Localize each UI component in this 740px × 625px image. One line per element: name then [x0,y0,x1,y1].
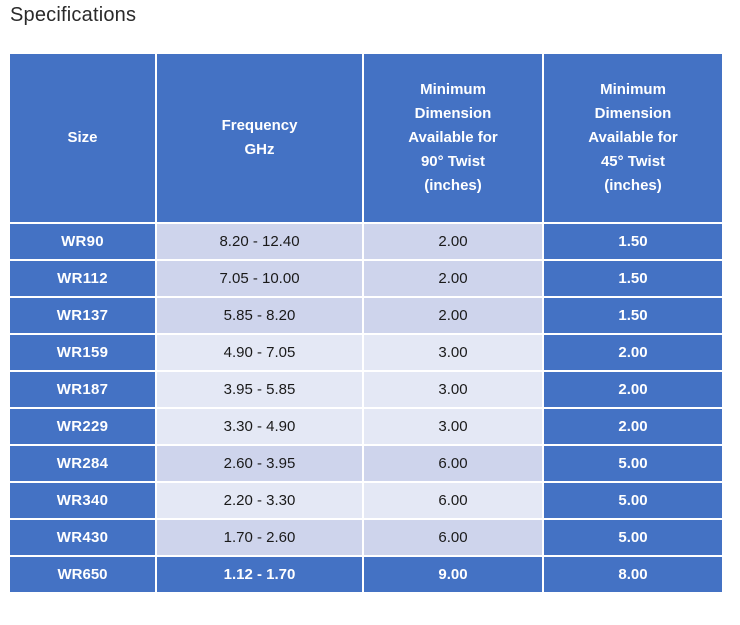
table-row [10,557,722,592]
table-row [10,483,722,518]
cell-size: WR137 [10,298,155,333]
column-header-size [10,54,155,222]
cell-frequency: 2.60 - 3.95 [157,446,362,481]
cell-frequency: 2.20 - 3.30 [157,483,362,518]
page-title: Specifications [10,4,137,26]
cell-frequency: 5.85 - 8.20 [157,298,362,333]
cell-twist-45: 5.00 [544,446,722,481]
cell-frequency: 1.70 - 2.60 [157,520,362,555]
column-header-twist-45 [544,54,722,222]
column-header-twist-90-line-4: 90° Twist [420,153,486,170]
cell-twist-45: 2.00 [544,372,722,407]
table-row [10,224,722,259]
cell-frequency: 3.95 - 5.85 [157,372,362,407]
cell-size: WR187 [10,372,155,407]
cell-frequency: 1.12 - 1.70 [157,557,362,592]
table-body [10,224,722,592]
cell-twist-90: 2.00 [364,261,542,296]
column-header-size-line-1: Size [67,129,98,146]
cell-twist-45: 2.00 [544,335,722,370]
cell-size: WR340 [10,483,155,518]
cell-frequency: 7.05 - 10.00 [157,261,362,296]
cell-size: WR284 [10,446,155,481]
cell-size: WR430 [10,520,155,555]
table-row [10,298,722,333]
cell-size: WR112 [10,261,155,296]
column-header-twist-45-line-2: Dimension [594,105,672,122]
table-row [10,520,722,555]
cell-size: WR229 [10,409,155,444]
table-header-row [10,54,722,222]
column-header-frequency-line-1: Frequency [221,117,298,134]
cell-twist-45: 1.50 [544,261,722,296]
cell-twist-45: 5.00 [544,483,722,518]
cell-twist-90: 2.00 [364,298,542,333]
cell-frequency: 4.90 - 7.05 [157,335,362,370]
cell-twist-45: 8.00 [544,557,722,592]
cell-twist-90: 3.00 [364,372,542,407]
column-header-twist-45-line-1: Minimum [600,81,666,98]
cell-twist-90: 2.00 [364,224,542,259]
cell-size: WR90 [10,224,155,259]
column-header-twist-90-line-2: Dimension [414,105,492,122]
table-row [10,446,722,481]
cell-twist-90: 3.00 [364,409,542,444]
column-header-twist-90-line-5: (inches) [424,177,482,194]
cell-twist-90: 6.00 [364,446,542,481]
cell-twist-45: 5.00 [544,520,722,555]
table-row [10,409,722,444]
cell-twist-45: 2.00 [544,409,722,444]
column-header-twist-90 [364,54,542,222]
table-header [10,54,722,222]
cell-size: WR650 [10,557,155,592]
column-header-twist-90-line-1: Minimum [420,81,486,98]
cell-frequency: 3.30 - 4.90 [157,409,362,444]
table-row [10,372,722,407]
specifications-table [8,52,724,594]
cell-twist-90: 6.00 [364,520,542,555]
cell-twist-90: 6.00 [364,483,542,518]
column-header-frequency-line-2: GHz [244,141,275,158]
cell-twist-45: 1.50 [544,298,722,333]
cell-size: WR159 [10,335,155,370]
column-header-twist-90-line-3: Available for [408,129,498,146]
column-header-twist-45-line-4: 45° Twist [600,153,666,170]
table-row [10,261,722,296]
cell-twist-90: 3.00 [364,335,542,370]
column-header-twist-45-line-5: (inches) [604,177,662,194]
cell-twist-90: 9.00 [364,557,542,592]
column-header-frequency [157,54,362,222]
table-row [10,335,722,370]
cell-frequency: 8.20 - 12.40 [157,224,362,259]
cell-twist-45: 1.50 [544,224,722,259]
column-header-twist-45-line-3: Available for [588,129,678,146]
